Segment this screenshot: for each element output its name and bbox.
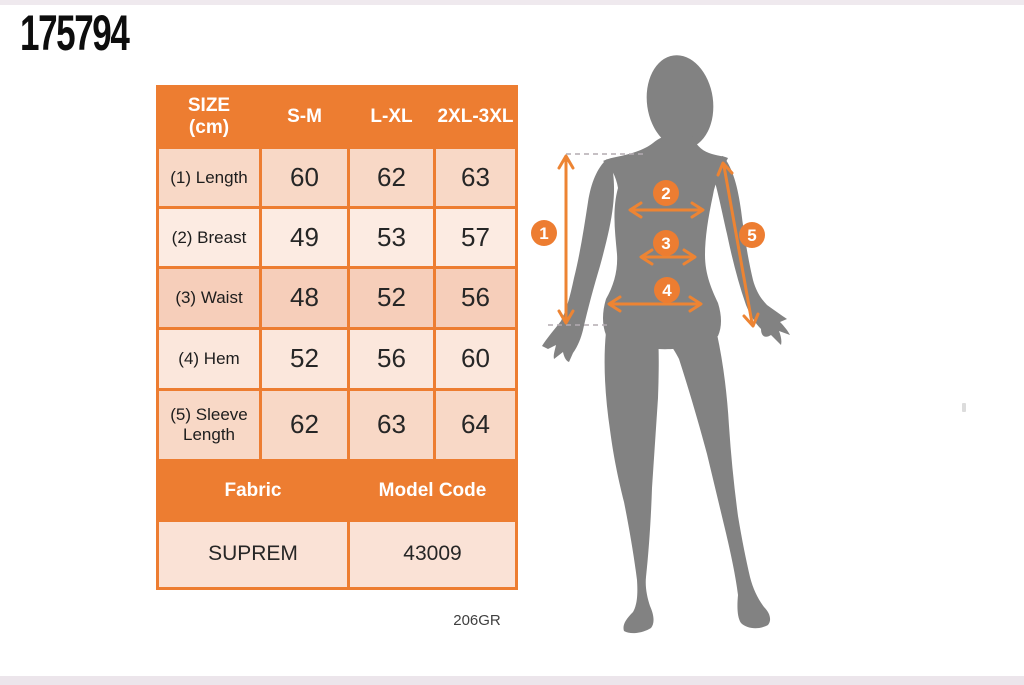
header-col-s-m: S-M xyxy=(262,88,347,146)
value-length-2xl3xl: 63 xyxy=(436,149,515,206)
value-sleeve-sm: 62 xyxy=(262,391,347,459)
marker-label-3: 3 xyxy=(661,234,671,253)
top-edge-band xyxy=(0,0,1024,5)
silhouette-left-arm xyxy=(542,159,614,362)
bottom-edge-band xyxy=(0,676,1024,685)
silhouette-right-leg xyxy=(658,334,770,628)
value-hem-2xl3xl: 60 xyxy=(436,330,515,388)
footer-header-model-code: Model Code xyxy=(350,462,515,519)
row-label-length: (1) Length xyxy=(159,149,259,206)
marker-label-2: 2 xyxy=(661,184,671,203)
header-size-cm xyxy=(159,88,259,146)
product-code: 175794 xyxy=(20,5,129,61)
value-breast-lxl: 53 xyxy=(350,209,433,266)
value-waist-2xl3xl: 56 xyxy=(436,269,515,327)
footer-value-model-code: 43009 xyxy=(350,522,515,587)
row-label-waist: (3) Waist xyxy=(159,269,259,327)
value-sleeve-lxl: 63 xyxy=(350,391,433,459)
value-breast-2xl3xl: 57 xyxy=(436,209,515,266)
row-label-sleeve-length: (5) Sleeve Length xyxy=(159,391,259,459)
marker-label-1: 1 xyxy=(539,224,549,243)
value-breast-sm: 49 xyxy=(262,209,347,266)
value-hem-lxl: 56 xyxy=(350,330,433,388)
header-col-l-xl: L-XL xyxy=(350,88,433,146)
measurement-figure xyxy=(525,40,845,650)
marker-label-4: 4 xyxy=(662,281,672,300)
footer-value-fabric: SUPREM xyxy=(159,522,347,587)
value-length-sm: 60 xyxy=(262,149,347,206)
row-label-breast: (2) Breast xyxy=(159,209,259,266)
header-size-line1: SIZE xyxy=(187,95,231,117)
header-size-line2: (cm) xyxy=(188,117,230,138)
value-sleeve-2xl3xl: 64 xyxy=(436,391,515,459)
value-hem-sm: 52 xyxy=(262,330,347,388)
header-col-2xl-3xl: 2XL-3XL xyxy=(436,88,515,146)
marker-label-5: 5 xyxy=(747,226,757,245)
body-silhouette-diagram xyxy=(525,40,845,650)
footer-header-fabric: Fabric xyxy=(159,462,347,519)
value-waist-lxl: 52 xyxy=(350,269,433,327)
value-waist-sm: 48 xyxy=(262,269,347,327)
stray-mark xyxy=(962,403,966,412)
silhouette-left-leg xyxy=(605,332,659,633)
value-length-lxl: 62 xyxy=(350,149,433,206)
weight-footnote: 206GR xyxy=(453,612,501,629)
female-silhouette xyxy=(542,51,790,633)
row-label-hem: (4) Hem xyxy=(159,330,259,388)
size-chart-table xyxy=(156,85,518,590)
